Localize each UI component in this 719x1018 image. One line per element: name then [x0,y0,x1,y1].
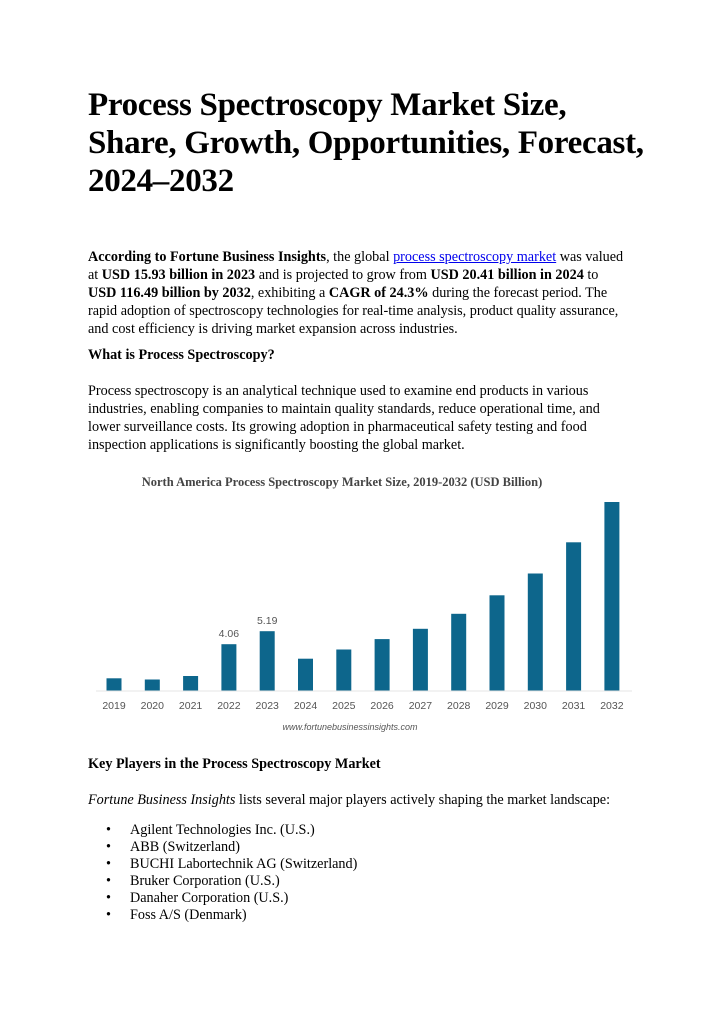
chart-source: www.fortunebusinessinsights.com [282,722,418,732]
x-tick-2025: 2025 [332,700,356,712]
intro-paragraph [88,248,628,338]
intro-value-2024: USD 20.41 billion in 2024 [430,267,584,283]
list-item: • Danaher Corporation (U.S.) [130,890,357,907]
bar-2022 [221,644,236,691]
x-tick-2031: 2031 [561,700,586,712]
list-item: • Agilent Technologies Inc. (U.S.) [130,822,357,839]
x-tick-2021: 2021 [178,700,203,712]
players-intro-source: Fortune Business Insights [88,792,236,808]
x-tick-2027: 2027 [408,700,433,712]
intro-text-3: and is projected to grow from [255,267,431,283]
intro-value-2023: USD 15.93 billion in 2023 [101,267,256,283]
x-tick-2022: 2022 [217,700,241,712]
what-heading: What is Process Spectroscopy? [88,347,275,363]
market-size-chart [88,470,638,740]
x-tick-2024: 2024 [293,700,318,712]
intro-text-1: , the global [326,249,394,265]
bar-2027 [413,629,428,691]
bar-2020 [145,680,160,692]
bar-2026 [375,639,390,691]
x-tick-2023: 2023 [255,700,279,712]
intro-text-6: during the forecast period. The rapid adoption of spectroscopy technologies for real-time analysis, product quality assurance, and cost efficiency is driving market expansion across industries. [88,285,619,337]
bar-2025 [336,650,351,692]
list-item: • Foss A/S (Denmark) [130,907,357,924]
bar-2030 [528,574,543,692]
bar-2032 [604,502,619,691]
bar-2029 [490,595,505,691]
what-paragraph: Process spectroscopy is an analytical technique used to examine end products in various industries, enabling companies to maintain quality standards, reduce operational time, and lower surveillance costs. Its growing adoption in pharmaceutical safety testing and food inspection applications is significantly boosting the global market. [88,383,600,453]
bars-layer [107,502,620,691]
bar-2021 [183,676,198,691]
list-item: • ABB (Switzerland) [130,839,357,856]
x-tick-2026: 2026 [370,700,394,712]
x-tick-2019: 2019 [102,700,126,712]
intro-text-2: was valued at [88,249,624,283]
page-title: Process Spectroscopy Market Size, Share, Growth, Opportunities, Forecast, 2024–2032 [88,87,644,199]
list-item: • Bruker Corporation (U.S.) [130,873,357,890]
players-heading: Key Players in the Process Spectroscopy Market [88,756,381,772]
x-tick-2028: 2028 [447,700,471,712]
players-intro-text: lists several major players actively shaping the market landscape: [235,792,611,808]
x-tick-2032: 2032 [600,700,624,712]
bar-2024 [298,659,313,691]
bar-2031 [566,542,581,691]
x-tick-2030: 2030 [523,700,547,712]
chart-svg [88,470,638,740]
bar-2019 [107,678,122,691]
intro-value-2032: USD 116.49 billion by 2032 [88,285,251,301]
bar-2028 [451,614,466,691]
data-label-2023: 5.19 [256,615,278,628]
intro-text-5: , exhibiting a [250,285,329,301]
x-tick-2029: 2029 [485,700,509,712]
x-tick-2020: 2020 [140,700,164,712]
intro-source: According to Fortune Business Insights [88,249,327,265]
list-item: • BUCHI Labortechnik AG (Switzerland) [130,856,357,873]
x-axis-ticks [102,700,623,712]
intro-text-4: to [583,267,599,283]
chart-title: North America Process Spectroscopy Market Size, 2019-2032 (USD Billion) [141,475,543,489]
data-label-2022: 4.06 [218,628,240,641]
players-intro [88,791,628,809]
market-link[interactable]: process spectroscopy market [393,249,557,265]
bar-2023 [260,631,275,691]
intro-cagr: CAGR of 24.3% [328,285,429,301]
players-list [88,822,357,924]
